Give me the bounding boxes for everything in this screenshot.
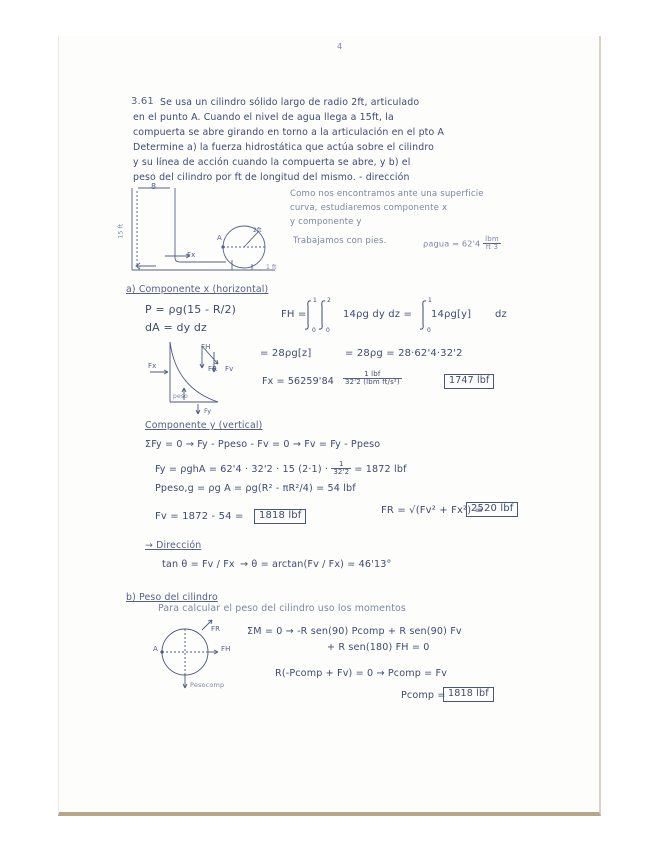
intro-note-2: curva, estudiaremos componente x [290,203,448,213]
moment-a-label: A [153,645,158,653]
problem-line-6: peso del cilindro por ft de longitud del mismo. - dirección [133,172,410,183]
rho-units-num: lbm [485,235,499,243]
rho-units-den: ft 3 [485,243,499,252]
tan-equation: tan θ = Fv / Fx [162,559,235,570]
problem-line-5: y su línea de acción cuando la compuerta se abre, y b) el [133,157,411,168]
fx-frac [343,371,402,387]
moment-fr-label: FR [211,625,221,633]
fh-lhs: FH = [281,309,307,320]
notebook-page [58,36,601,816]
page-number: 4 [337,42,343,51]
pcomp-equation: Pcomp = [401,690,446,701]
fx-frac-den: 32'2 (lbm ft/s²) [345,378,400,387]
fx-equation-lhs: Fx = 56259'84 [262,376,334,387]
line-28-first: = 28ρg[z] [260,348,312,359]
tank-cylinder-diagram [117,182,290,274]
small-fx-label: Fx [148,362,157,370]
small-fr-label: FR [208,365,218,373]
problem-line-1: Se usa un cilindro sólido largo de radio 2ft, articulado [160,97,420,108]
intro-note-4: Trabajamos con pies. [293,236,387,246]
rho-water-label: ρagua = 62'4 [423,238,481,249]
fx-result: 1747 lbf [444,374,494,389]
svg-text:0: 0 [427,327,431,334]
force-components-diagram [150,338,238,416]
moment-equation-2: + R sen(180) FH = 0 [327,642,430,653]
small-fy-label: Fy [204,407,212,415]
diagram-top-label: 8 [151,182,157,191]
sum-fy-equation: ΣFy = 0 → Fy - Ppeso - Fv = 0 → Fv = Fy - Ppeso [145,439,381,450]
fr-result: 2520 lbf [466,502,518,517]
fy-equation-main: Fy = ρghA = 62'4 · 32'2 · 15 (2·1) · [155,463,329,475]
part-b-heading: b) Peso del cilindro [126,592,218,603]
svg-text:0: 0 [326,327,330,334]
moment-equation-3: R(-Pcomp + Fv) = 0 → Pcomp = Fv [275,668,448,679]
svg-text:2: 2 [327,297,331,304]
svg-text:1: 1 [428,297,432,304]
small-peso-label: peso [173,393,188,400]
intro-note-1: Como nos encontramos ante una superficie [290,189,484,199]
fv-equation: Fv = 1872 - 54 = [155,511,244,522]
problem-line-3: compuerta se abre girando en torno a la articulación en el pto A [133,127,445,138]
fv-result: 1818 lbf [254,509,306,524]
problem-line-2: en el punto A. Cuando el nivel de agua llega a 15ft, la [133,112,394,123]
part-y-heading: Componente y (vertical) [145,420,263,431]
diagram-a-label: A [217,234,222,242]
fy-equation-end: = 1872 lbf [354,463,407,475]
area-equation: dA = dy dz [145,321,207,334]
problem-line-4: Determine a) la fuerza hidrostática que actúa sobre el cilindro [133,142,435,153]
pcomp-result: 1818 lbf [443,687,494,702]
intro-note-3: y componente y [290,217,362,227]
fx-frac-num: 1 lbf [343,371,402,379]
line-28-a [260,349,311,359]
fy-frac-num: 1 [331,461,351,469]
part-b-note: Para calcular el peso del cilindro uso los momentos [158,603,406,614]
moment-equation-1: ΣM = 0 → -R sen(90) Pcomp + R sen(90) Fv [247,626,462,637]
problem-number: 3.61 [131,96,154,107]
fr-equation: FR = √(Fv² + Fx²) = [381,505,484,516]
diagram-x-label: x [137,265,141,272]
theta-equation: → θ = arctan(Fv / Fx) = 46'13° [240,559,392,570]
pressure-equation: P = ρg(15 - R/2) [145,303,237,316]
diagram-fx-label: Fx [187,251,196,259]
fy-equation [155,461,407,477]
part-a-heading: a) Componente x (horizontal) [126,284,269,295]
rho-water [423,236,501,252]
line-28-b: = 28ρg = 28·62'4·32'2 [345,348,463,359]
diagram-length-label: 1 ft [266,264,277,271]
svg-text:1: 1 [313,297,317,304]
cylinder-moments-diagram [148,618,238,690]
fh-rhs: 14ρg[y] [431,309,472,320]
double-integral-sign [303,298,347,332]
diagram-radius-label: 2ft [253,227,262,234]
peso-equation: Ppeso,g = ρg A = ρg(R² - πR²/4) = 54 lbf [155,483,356,494]
small-fh-label: FH [201,343,211,351]
moment-peso-label: Pesocomp [190,681,225,689]
diagram-depth-label: 15 ft [117,223,125,239]
fh-tail: dz [495,309,507,320]
moment-fh-label: FH [221,645,231,653]
fy-frac-den: 32'2 [333,468,350,477]
svg-text:0: 0 [312,327,316,334]
fh-mid: 14ρg dy dz = [343,309,412,320]
direction-heading: → Dirección [145,540,202,551]
small-fv-label: Fv [225,365,234,373]
